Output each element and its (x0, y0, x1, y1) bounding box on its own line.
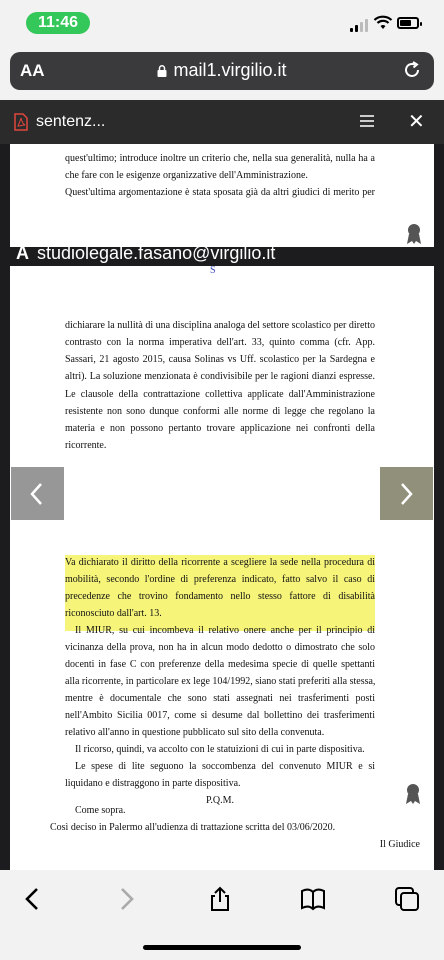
reader-options-button[interactable]: AA (20, 61, 45, 80)
chevron-left-icon (27, 481, 47, 507)
text-line: Le spese di lite seguono la soccombenza del convenuto MIUR e si (75, 761, 375, 772)
sender-initial: A (16, 243, 29, 263)
url-text: mail1.virgilio.it (173, 60, 287, 80)
forward-icon[interactable] (113, 886, 139, 912)
highlighted-text-line: riconosciuto dall'art. 13. (65, 608, 162, 619)
text-line: materia e non possono pertanto trovare applicazione nei confronti della (65, 423, 375, 434)
share-icon[interactable] (207, 886, 233, 912)
seal-icon (405, 223, 423, 245)
judge-signature-label: Il Giudice (379, 839, 420, 850)
text-line: contrasto con la norma imperativa dell'art. 33, quinto comma (cfr. App. (65, 337, 375, 348)
text-line: Le clausole della contrattazione collettiva applicate dall'Amministrazione (65, 389, 375, 400)
text-line: Quest'ultima argomentazione è stata sposata già da altri giudici di merito per (65, 187, 375, 198)
seal-icon (404, 783, 422, 805)
text-line: ricorrente. (65, 440, 107, 451)
text-line: P.Q.M. (205, 795, 235, 806)
text-line: relativo all'anno in questione pubblicato sul sito della convenuta. (65, 727, 325, 738)
text-line: liquidano e distraggono in parte dispositiva. (65, 778, 241, 789)
document-title: sentenz... (36, 113, 106, 130)
tabs-icon[interactable] (394, 886, 420, 912)
url-display[interactable] (10, 60, 434, 81)
lock-icon (157, 65, 167, 77)
text-line: Come sopra. (75, 805, 126, 816)
text-line: Sassari, 21 agosto 2015, causa Solinas vs Uff. scolastico per la Sardegna e (65, 354, 375, 365)
text-line: mentre è documentale che sono stati assegnati nei trasferimenti posti (65, 693, 375, 704)
sender-label (16, 243, 275, 264)
chevron-right-icon (396, 481, 416, 507)
text-line: nell'Ambito Sicilia 0017, come si desume dal bollettino dei trasferimenti (65, 710, 375, 721)
text-line: Il ricorso, quindi, va accolto con le statuizioni di cui in parte dispositiva. (75, 744, 365, 755)
status-time[interactable]: 11:46 (26, 12, 90, 34)
page-header-fragment: S (210, 265, 216, 276)
cellular-signal-icon (350, 18, 368, 32)
text-line: resistente non sono dunque conformi alle norme di legge che regolano la (65, 406, 375, 417)
pdf-viewer (0, 100, 444, 870)
next-page-button[interactable] (380, 467, 433, 520)
highlighted-text-line: Va dichiarato il diritto della ricorrente a scegliere la sede nella procedura di (65, 557, 375, 568)
close-icon[interactable]: ✕ (408, 111, 425, 133)
pdf-page (10, 144, 434, 247)
menu-icon[interactable] (360, 115, 374, 127)
text-line: quest'ultimo; introduce inoltre un criterio che, nella sua generalità, nulla ha a (65, 153, 375, 164)
battery-icon (397, 17, 419, 29)
home-indicator (143, 945, 301, 950)
address-bar[interactable] (10, 52, 434, 90)
text-line: Il MIUR, su cui incombeva il relativo onere anche per il principio di (75, 625, 375, 636)
reload-icon[interactable] (402, 60, 422, 80)
text-line: che fare con le esigenze organizzative dell'Amministrazione. (65, 170, 308, 181)
back-icon[interactable] (20, 886, 46, 912)
text-line: dichiarare la nullità di una disciplina analoga del settore scolastico per diretto (65, 320, 375, 331)
highlighted-text-line: precedenze che trovino fondamento nello stesso fattore di disabilità (65, 591, 375, 602)
status-bar (0, 0, 444, 46)
pdf-page-bottom (10, 805, 434, 870)
wifi-icon (373, 15, 393, 31)
text-line: vicinanza della prova, non ha in alcun modo dedotto o dimostrato che solo (65, 642, 375, 653)
highlighted-text-line: mobilità, secondo l'ordine di preferenza indicato, fatto salvo il caso di (65, 574, 375, 585)
pdf-page (10, 266, 434, 818)
viewer-toolbar (0, 100, 444, 144)
pdf-file-icon (14, 113, 28, 131)
bookmarks-icon[interactable] (300, 886, 326, 912)
text-line: Così deciso in Palermo all'udienza di trattazione scritta del 03/06/2020. (50, 822, 336, 833)
text-line: alla ricorrente, in particolare ex lege 104/1992, siano stati preferiti alla stessa, (65, 676, 376, 687)
sender-email: studiolegale.fasano@virgilio.it (37, 243, 276, 263)
previous-page-button[interactable] (11, 467, 64, 520)
text-line: altri). La soluzione menzionata è condivisibile per le ragioni dianzi espresse. (65, 371, 375, 382)
text-line: docenti in fase C con preferenze della medesima specie di quelle spettanti (65, 659, 375, 670)
